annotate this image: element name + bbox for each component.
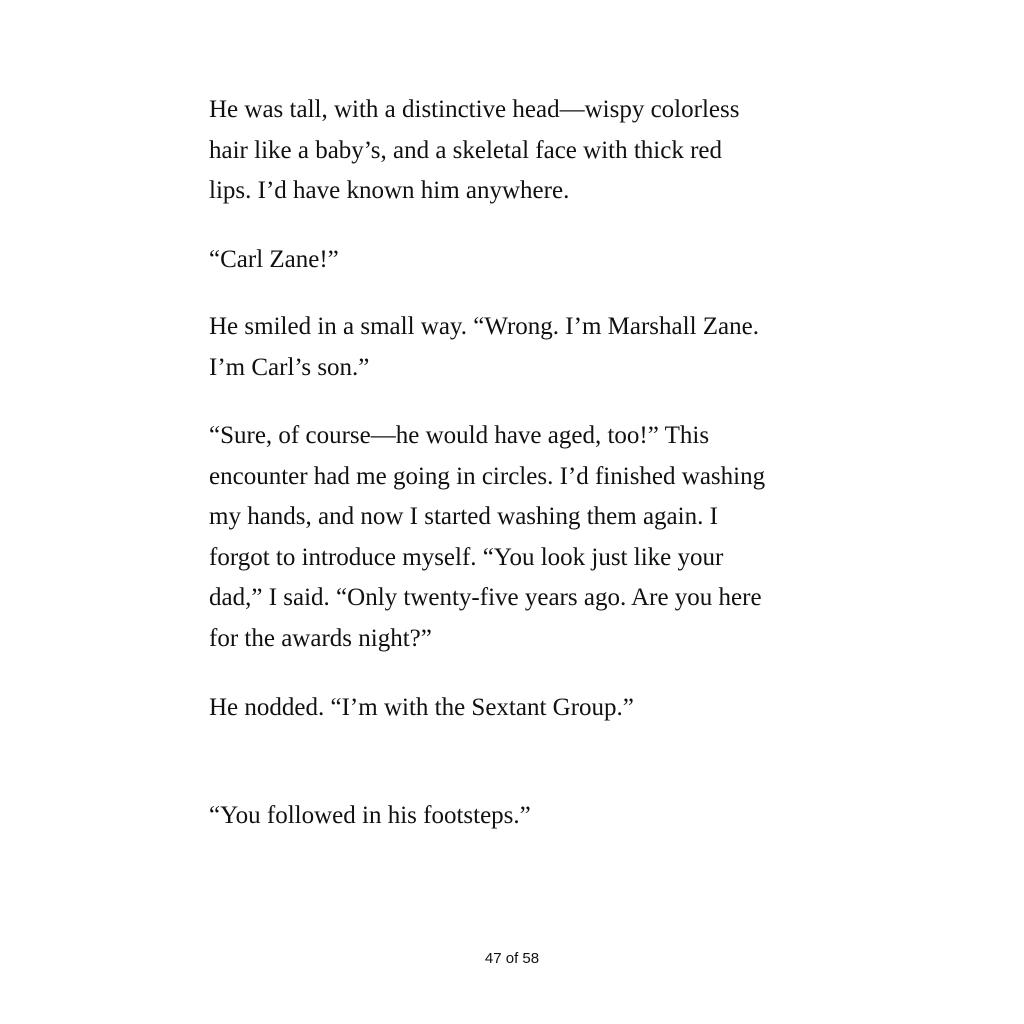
text-line: forgot to introduce myself. “You look just like your bbox=[209, 543, 724, 571]
page-number: 47 of 58 bbox=[484, 950, 540, 967]
paragraph-4 bbox=[209, 416, 829, 659]
paragraph-6 bbox=[209, 796, 829, 837]
text-line: for the awards night?” bbox=[209, 624, 432, 652]
text-line: “Sure, of course—he would have aged, too!” This bbox=[209, 422, 710, 449]
text-line: dad,” I said. “Only twenty-five years ago. Are you here bbox=[209, 584, 762, 611]
text-line: He nodded. “I’m with the Sextant Group.” bbox=[209, 694, 634, 721]
text-line: “You followed in his footsteps.” bbox=[209, 802, 531, 829]
text-line: He was tall, with a distinctive head—wispy colorless bbox=[209, 96, 740, 123]
text-line: He smiled in a small way. “Wrong. I’m Marshall Zane. bbox=[209, 313, 759, 340]
paragraph-1 bbox=[209, 90, 829, 212]
paragraph-2 bbox=[209, 240, 829, 281]
text-line: encounter had me going in circles. I’d finished washing bbox=[209, 462, 766, 490]
text-line: hair like a baby’s, and a skeletal face with thick red bbox=[209, 136, 722, 164]
text-line: I’m Carl’s son.” bbox=[209, 353, 370, 381]
paragraph-3 bbox=[209, 307, 829, 388]
paragraph-5 bbox=[209, 688, 829, 729]
text-line: lips. I’d have known him anywhere. bbox=[209, 177, 570, 204]
text-line: “Carl Zane!” bbox=[209, 246, 339, 273]
text-line: my hands, and now I started washing them again. I bbox=[209, 503, 718, 530]
